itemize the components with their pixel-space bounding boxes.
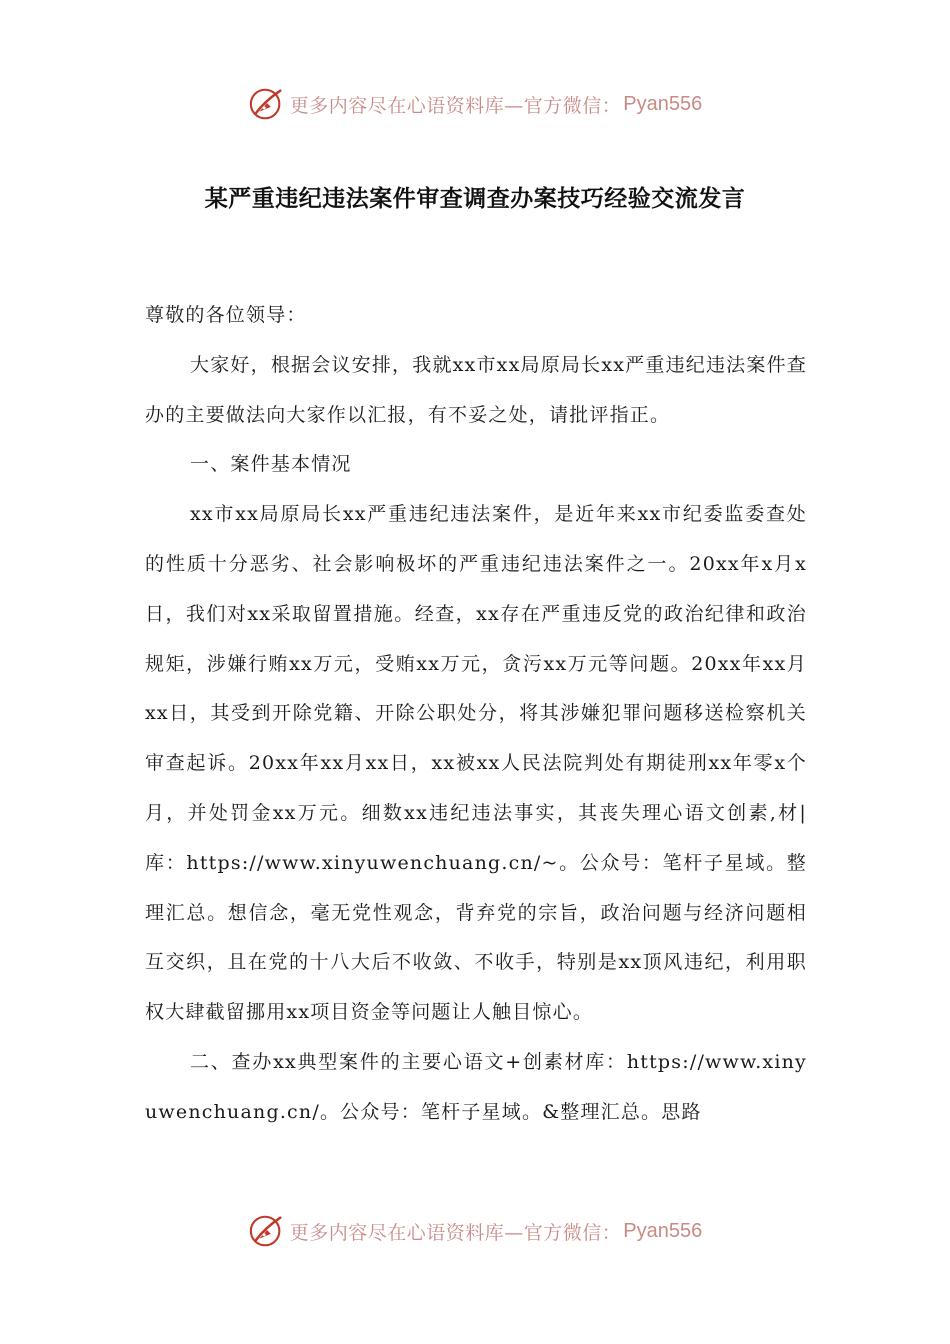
paragraph-intro: 大家好，根据会议安排，我就xx市xx局原局长xx严重违纪违法案件查办的主要做法向大家作以汇报，有不妥之处，请批评指正。: [145, 353, 807, 426]
header-watermark-banner: [0, 82, 950, 126]
section-heading-1: 一、案件基本情况: [190, 453, 352, 476]
watermark-text: 更多内容尽在心语资料库—官方微信：: [289, 1221, 622, 1244]
pen-logo-icon: [248, 85, 286, 123]
document-body: [145, 291, 807, 1138]
footer-watermark-banner: [0, 1209, 950, 1253]
pen-logo-icon: [248, 1212, 286, 1250]
watermark-wechat-id: Pyan556: [623, 1219, 703, 1242]
watermark-wechat-id: Pyan556: [623, 92, 703, 115]
watermark-text: 更多内容尽在心语资料库—官方微信：: [289, 94, 622, 117]
paragraph-case-details: xx市xx局原局长xx严重违纪违法案件，是近年来xx市纪委监委查处的性质十分恶劣、社会影响极坏的严重违纪违法案件之一。20xx年x月x日，我们对xx采取留置措施。经查，xx存在严重违反党的政治纪律和政治规矩，涉嫌行贿xx万元，受贿xx万元，贪污xx万元等问题。20xx年xx月xx日，其受到开除党籍、开除公职处分，将其涉嫌犯罪问题移送检察机关审查起诉。20xx年xx月xx日，xx被xx人民法院判处有期徒刑xx年零x个月，并处罚金xx万元。细数xx违纪违法事实，其丧失理心语文创素,材|库：https://www.xinyuwenchuang.cn/~。公众号：笔杆子星域。整理汇总。想信念，毫无党性观念，背弃党的宗旨，政治问题与经济问题相互交织，且在党的十八大后不收敛、不收手，特别是xx顶风违纪，利用职权大肆截留挪用xx项目资金等问题让人触目惊心。: [145, 503, 807, 1024]
document-title: 某严重违纪违法案件审查调查办案技巧经验交流发言: [204, 185, 746, 212]
section-heading-2: 二、查办xx典型案件的主要心语文+创素材库：https://www.xinyuwenchuang.cn/。公众号：笔杆子星域。&整理汇总。思路: [145, 1050, 807, 1123]
salutation: 尊敬的各位领导：: [145, 304, 307, 326]
